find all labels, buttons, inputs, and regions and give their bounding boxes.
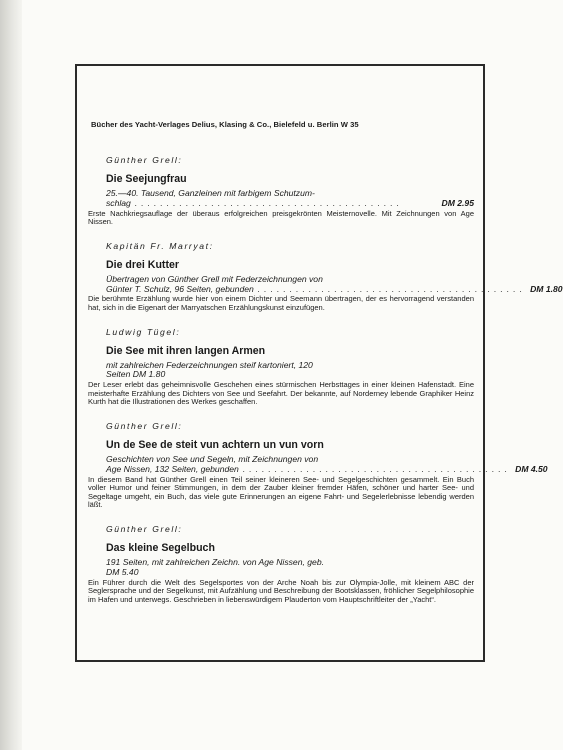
book-meta-line: mit zahlreichen Federzeichnungen steif kartoniert, 120	[106, 359, 313, 370]
book-entry	[88, 155, 474, 227]
leader-dots: ..........................................	[257, 283, 527, 294]
book-meta-line: 25.—40. Tausend, Ganzleinen mit farbigem Schutzum-	[106, 188, 315, 198]
book-meta-line: 191 Seiten, mit zahlreichen Zeichn. von Age Nissen, geb.	[106, 556, 324, 567]
book-title: Die Seejungfrau	[106, 173, 187, 185]
book-entry	[88, 326, 474, 407]
book-meta-line: Übertragen von Günther Grell mit Federzeichnungen von	[106, 273, 323, 284]
book-meta-line: Günter T. Schulz, 96 Seiten, gebunden	[106, 283, 254, 294]
book-price: DM 1.80	[530, 283, 563, 294]
book-title: Un de See de steit vun achtern un vun vorn	[106, 438, 324, 451]
book-title: Das kleine Segelbuch	[106, 541, 215, 554]
book-entry	[88, 523, 474, 604]
book-description: Die berühmte Erzählung wurde hier von einem Dichter und Seemann übertragen, der es hervorragend verstanden hat, sich in die Eigenart der Marryatschen Erzählungskunst einzufügen.	[88, 294, 474, 312]
book-price: DM 4.50	[515, 463, 548, 474]
book-meta	[106, 273, 563, 295]
book-meta-line: Age Nissen, 132 Seiten, gebunden	[106, 463, 239, 474]
book-price: DM 2.95	[441, 197, 474, 208]
page-binding-shadow	[0, 0, 22, 750]
book-description: Erste Nachkriegsauflage der überaus erfolgreichen preisgekrönten Meisternovelle. Mit Zeichnungen von Age Nissen.	[88, 208, 474, 227]
book-author: Kapitän Fr. Marryat:	[106, 240, 214, 251]
book-meta-line: DM 5.40	[106, 566, 139, 577]
book-meta	[106, 453, 548, 475]
book-description: Ein Führer durch die Welt des Segelsportes von der Arche Noah bis zur Olympia-Jolle, mit kleinem ABC der Seglersprache und der Segelkunst, mit Aufzählung und Beschreibung der Bootsklassen, fröhlicher Segelphilosophie im Hafen und unterwegs. Geschrieben in liebenswürdigem Plauderton vom Hauptschriftleiter der „Yacht“.	[88, 577, 474, 604]
book-meta	[106, 558, 474, 578]
book-author: Günther Grell:	[106, 420, 183, 431]
leader-dots: ..........................................	[134, 197, 404, 208]
book-meta-line: Geschichten von See und Segeln, mit Zeichnungen von	[106, 453, 319, 464]
book-description: In diesem Band hat Günther Grell einen Teil seiner kleineren See- und Segelgeschichten gesammelt. Ein Buch voller Humor und feiner Stimmungen, in dem der Zauber kleiner fremder Häfen, schöner und harter See- und Segeltage umgeht, ein Buch, das viele gute Erinnerungen an eigene Fahrt- und Segelerlebnisse lebendig werden läßt.	[88, 474, 474, 510]
book-entry	[88, 420, 548, 510]
book-meta-line: schlag	[106, 197, 131, 208]
book-meta	[106, 189, 474, 209]
book-title: Die drei Kutter	[106, 258, 179, 271]
leader-dots: ..........................................	[242, 463, 512, 474]
book-meta	[106, 361, 474, 381]
book-description: Der Leser erlebt das geheimnisvolle Geschehen eines stürmischen Herbsttages in einer kleinen Hafenstadt. Eine meisterhafte Erzählung des Dichters von See und Seefahrt. Der bekannte, auf Norderney lebende Graphiker Heinz Kurth hat die Illustrationen des Werkes geschaffen.	[88, 380, 474, 407]
book-author: Ludwig Tügel:	[106, 326, 181, 337]
book-entry	[88, 240, 563, 313]
book-meta-line: Seiten DM 1.80	[106, 369, 166, 380]
book-author: Günther Grell:	[106, 155, 183, 165]
book-title: Die See mit ihren langen Armen	[106, 344, 266, 357]
book-author: Günther Grell:	[106, 523, 183, 534]
publisher-header: Bücher des Yacht-Verlages Delius, Klasing & Co., Bielefeld u. Berlin W 35	[91, 120, 359, 129]
catalog-frame	[75, 64, 563, 662]
